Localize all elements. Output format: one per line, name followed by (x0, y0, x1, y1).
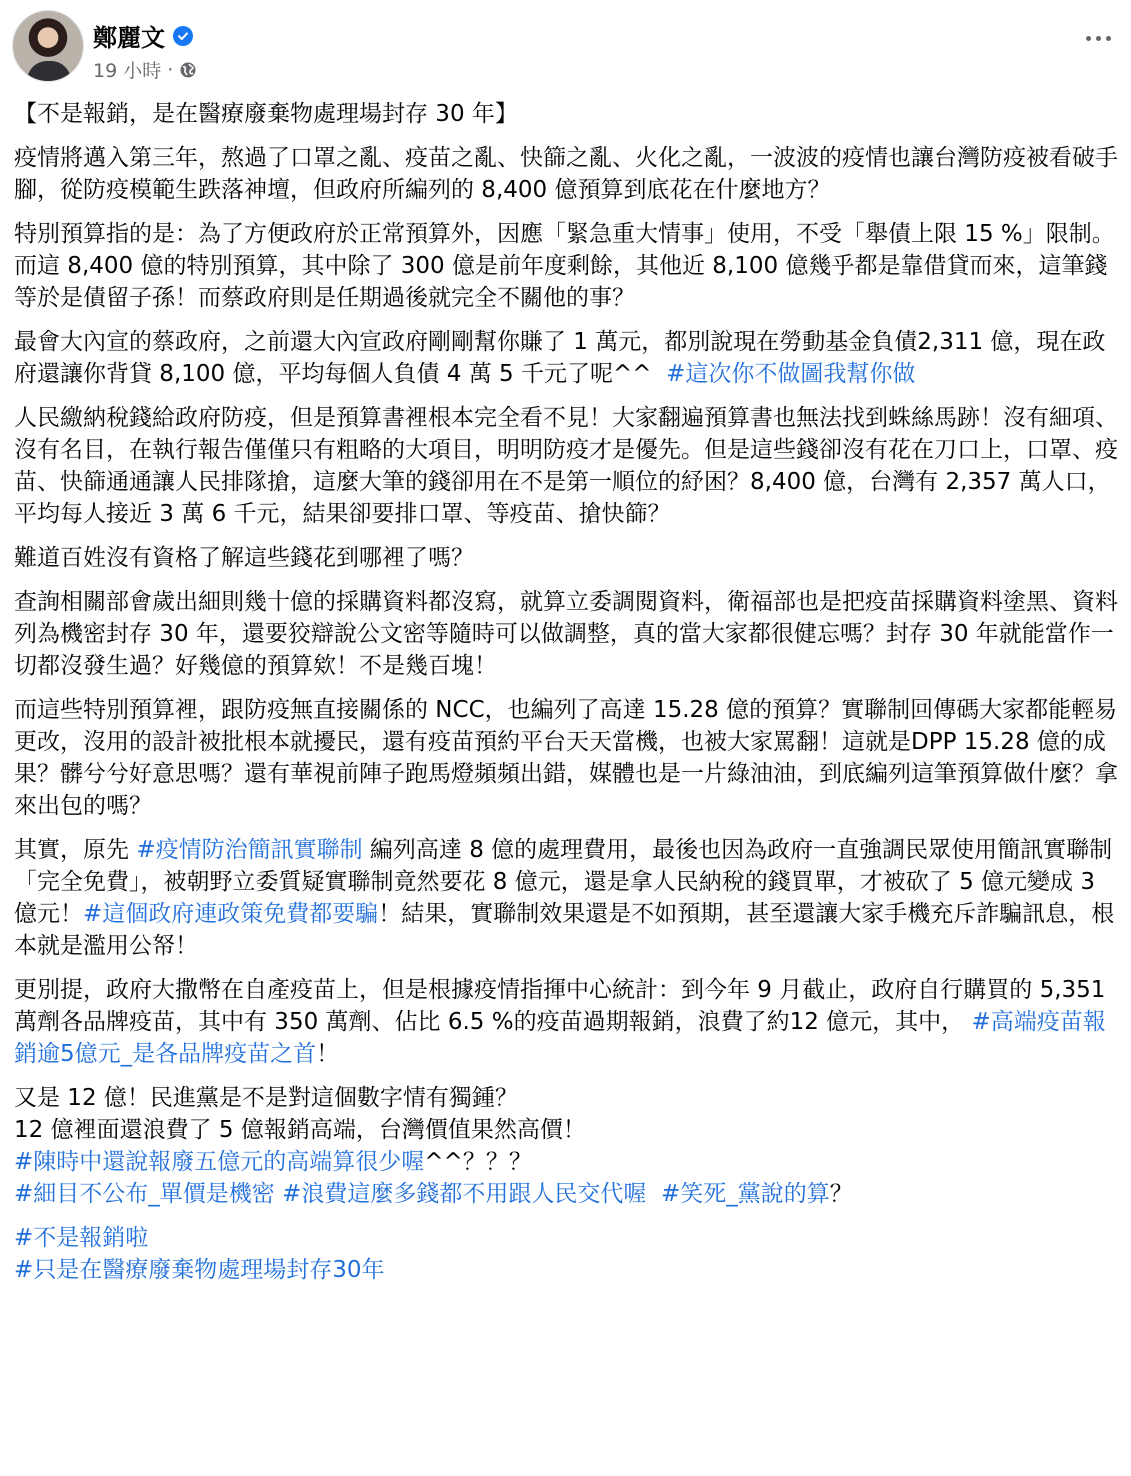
post-paragraph (14, 218, 1119, 314)
post-text: 又是 12 億！民進黨是不是對這個數字情有獨鍾？ 12 億裡面還浪費了 5 億報銷高端，台灣價值果然高價！ (14, 1085, 586, 1143)
avatar-figure (27, 61, 71, 82)
globe-icon[interactable] (179, 61, 197, 79)
post-paragraph (14, 694, 1119, 822)
hashtag-link[interactable]: #只是在醫療廢棄物處理場封存30年 (14, 1257, 385, 1283)
hashtag-link[interactable]: #高端疫苗報銷逾5億元_是各品牌疫苗之首 (14, 1009, 1106, 1067)
post-paragraph (14, 974, 1119, 1070)
hashtag-link[interactable]: #陳時中還說報廢五億元的高端算很少喔 (14, 1149, 425, 1175)
post-text: 疫情將邁入第三年，熬過了口罩之亂、疫苗之亂、快篩之亂、火化之亂，一波波的疫情也讓台灣防疫被看破手腳，從防疫模範生跌落神壇，但政府所編列的 8,400 億預算到底花在什麼地方？ (14, 145, 1118, 203)
author-avatar[interactable] (12, 10, 84, 82)
post-text: 其實，原先 (14, 837, 137, 863)
post-body (14, 98, 1119, 1298)
post-header (0, 0, 1131, 100)
post-text: 編列高達 8 億的處理費用，最後也因為政府一直強調民眾使用簡訊實聯制「完全免費」，被朝野立委質疑實聯制竟然要花 8 億元，還是拿人民納稅的錢買單，才被砍了 5 億元變成 3 億元！ (14, 837, 1113, 927)
hashtag-link[interactable]: #笑死_黨說的算 (661, 1181, 830, 1207)
hashtag-link[interactable]: #疫情防治簡訊實聯制 (136, 837, 363, 863)
hashtag-link[interactable]: #不是報銷啦 (14, 1225, 149, 1251)
post-text: ！結果，實聯制效果還是不如預期，甚至還讓大家手機充斥詐騙訊息，根本就是濫用公帑！ (14, 901, 1115, 959)
post-text: 最會大內宣的蔡政府，之前還大內宣政府剛剛幫你賺了 1 萬元，都別說現在勞動基金負債2,311 億，現在政府還讓你背貸 8,100 億，平均每個人負債 4 萬 5 千元了呢^^ (14, 329, 1106, 387)
post-paragraph (14, 1222, 1119, 1286)
post-text: ？ (829, 1181, 853, 1207)
more-options-icon[interactable] (1086, 36, 1111, 41)
post-meta (93, 56, 197, 83)
verified-badge-icon (173, 26, 193, 46)
post-text: 特別預算指的是：為了方便政府於正常預算外，因應「緊急重大情事」使用，不受「舉債上限 15 %」限制。而這 8,400 億的特別預算，其中除了 300 億是前年度剩餘，其他近 8,100 億幾乎都是靠借貸而來，這筆錢等於是債留子孫！而蔡政府則是任期過後就完全不關他的事？ (14, 221, 1115, 311)
post-paragraph (14, 326, 1119, 390)
post-text: 更別提，政府大撒幣在自產疫苗上，但是根據疫情指揮中心統計：到今年 9 月截止，政府自行購買的 5,351 萬劑各品牌疫苗，其中有 350 萬劑、佔比 6.5 %的疫苗過期報銷，浪費了約12 億元，其中， (14, 977, 1113, 1035)
post-paragraph (14, 586, 1119, 682)
post-text: 查詢相關部會歲出細則幾十億的採購資料都沒寫，就算立委調閱資料，衛福部也是把疫苗採購資料塗黑、資料列為機密封存 30 年，還要狡辯說公文密等隨時可以做調整，真的當大家都很健忘嗎？封存 30 年就能當作一切都沒發生過？好幾億的預算欸！不是幾百塊！ (14, 589, 1118, 679)
post-text (646, 1181, 661, 1207)
hashtag-link[interactable]: #這個政府連政策免費都要騙 (83, 901, 379, 927)
post-text (275, 1181, 282, 1207)
post-text: 難道百姓沒有資格了解這些錢花到哪裡了嗎？ (14, 545, 474, 571)
hashtag-link[interactable]: #這次你不做圖我幫你做 (666, 361, 916, 387)
hashtag-link[interactable]: #浪費這麼多錢都不用跟人民交代喔 (282, 1181, 647, 1207)
post-text: 人民繳納稅錢給政府防疫，但是預算書裡根本完全看不見！大家翻遍預算書也無法找到蛛絲馬跡！沒有細項、沒有名目，在執行報告僅僅只有粗略的大項目，明明防疫才是優先。但是這些錢卻沒有花在刀口上，口罩、疫苗、快篩通通讓人民排隊搶，這麼大筆的錢卻用在不是第一順位的紓困？8,400 億，台灣有 2,357 萬人口，平均每人接近 3 萬 6 千元，結果卻要排口罩、等疫苗、搶快篩？ (14, 405, 1118, 527)
post-text: ！ (316, 1041, 340, 1067)
post-paragraph (14, 834, 1119, 962)
post-text: 【不是報銷，是在醫療廢棄物處理場封存 30 年】 (14, 101, 518, 127)
post-paragraph (14, 142, 1119, 206)
post-paragraph (14, 542, 1119, 574)
post-paragraph (14, 402, 1119, 530)
post-text: 而這些特別預算裡，跟防疫無直接關係的 NCC，也編列了高達 15.28 億的預算？實聯制回傳碼大家都能輕易更改，沒用的設計被批根本就擾民，還有疫苗預約平台天天當機，也被大家罵翻！這就是DPP 15.28 億的成果？髒兮兮好意思嗎？還有華視前陣子跑馬燈頻頻出錯，媒體也是一片綠油油，到底編列這筆預算做什麼？拿來出包的嗎？ (14, 697, 1118, 819)
author-name[interactable]: 鄭麗文 (93, 24, 165, 52)
post-paragraph (14, 1082, 1119, 1210)
meta-separator: · (167, 58, 174, 81)
post-text: ^^？？？ (424, 1149, 532, 1175)
hashtag-link[interactable]: #細目不公布_單價是機密 (14, 1181, 275, 1207)
post-timestamp[interactable]: 19 小時 (93, 60, 162, 82)
author-line (93, 18, 193, 53)
post-paragraph (14, 98, 1119, 130)
